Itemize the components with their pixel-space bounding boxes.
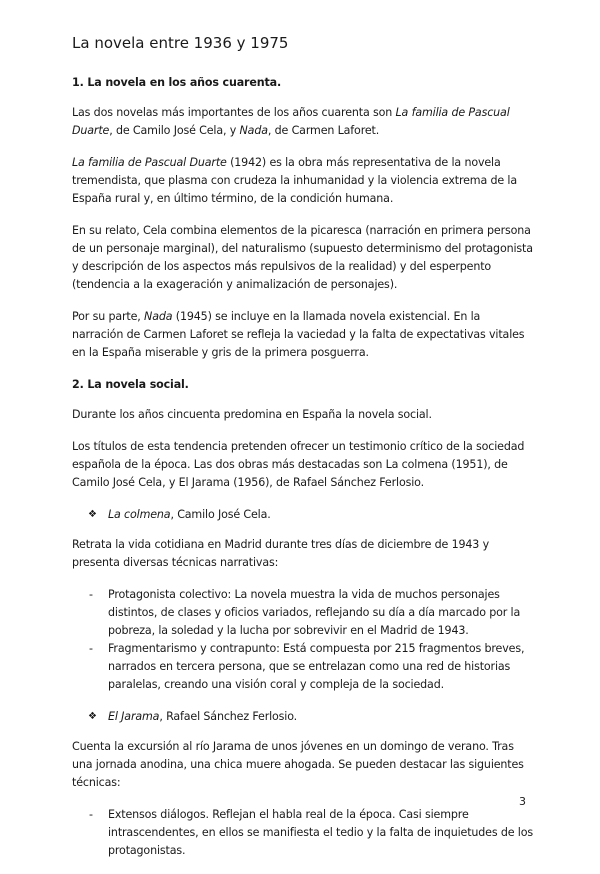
document-body [72, 74, 534, 874]
paragraph: Retrata la vida cotidiana en Madrid durante tres días de diciembre de 1943 y presenta diversas técnicas narrativas: [72, 538, 489, 569]
dash-bullet: - [89, 588, 93, 601]
dash-bullet: - [89, 642, 93, 655]
paragraph: Durante los años cincuenta predomina en España la novela social. [72, 408, 432, 421]
bullet-item [72, 708, 534, 726]
paragraph [72, 154, 534, 208]
diamond-bullet-icon: ❖ [88, 711, 97, 722]
paragraph [72, 104, 534, 140]
paragraph [72, 308, 534, 362]
diamond-bullet-icon: ❖ [88, 509, 97, 520]
technique-list [72, 586, 534, 694]
text: Por su parte, [72, 310, 145, 323]
text: (1945) se incluye en la llamada novela existencial. En la narración de Carmen Laforet se refleja la vaciedad y la falta de expectativas vitales en la España miserable y gris de la primera posguerra. [72, 310, 525, 359]
text: Las dos novelas más importantes de los años cuarenta son [72, 106, 396, 119]
list-item-text: Fragmentarismo y contrapunto: Está compuesta por 215 fragmentos breves, narrados en tercera persona, que se entrelazan como una red de historias paralelas, creando una visión coral y compleja de la sociedad. [108, 642, 525, 691]
dash-bullet: - [89, 808, 93, 821]
technique-list [72, 806, 534, 860]
list-item-text: Extensos diálogos. Reflejan el habla real de la época. Casi siempre intrascendentes, en ellos se manifiesta el tedio y la falta de inquietudes de los protagonistas. [108, 808, 533, 857]
paragraph: Cuenta la excursión al río Jarama de unos jóvenes en un domingo de verano. Tras una jornada anodina, una chica muere ahogada. Se pueden destacar las siguientes técnicas: [72, 740, 524, 789]
list-item [72, 806, 534, 860]
book-title: Nada [239, 124, 268, 137]
list-item [72, 586, 534, 640]
section-heading-2: 2. La novela social. [72, 378, 189, 391]
text: , Camilo José Cela. [170, 508, 271, 521]
list-item-text: Protagonista colectivo: La novela muestra la vida de muchos personajes distintos, de clases y oficios variados, reflejando su día a día marcado por la pobreza, la soledad y la lucha por sobrevivir en el Madrid de 1943. [108, 588, 521, 637]
book-title: Nada [144, 310, 173, 323]
book-title: El Jarama [108, 710, 160, 723]
text: , de Camilo José Cela, y [109, 124, 240, 137]
book-title: La familia de Pascual Duarte [72, 156, 227, 169]
book-title: La familia de Pascual Duarte [72, 106, 510, 137]
text: , Rafael Sánchez Ferlosio. [159, 710, 298, 723]
page-number: 3 [519, 795, 526, 808]
bullet-item [72, 506, 534, 524]
book-title: La colmena [108, 508, 171, 521]
list-item [72, 640, 534, 694]
section-heading-1: 1. La novela en los años cuarenta. [72, 76, 282, 89]
text: , de Carmen Laforet. [267, 124, 380, 137]
paragraph: En su relato, Cela combina elementos de la picaresca (narración en primera persona de un personaje marginal), del naturalismo (supuesto determinismo del protagonista y descripción de los aspectos más repulsivos de la realidad) y del esperpento (tendencia a la exageración y animalización de personajes). [72, 224, 533, 291]
paragraph: Los títulos de esta tendencia pretenden ofrecer un testimonio crítico de la sociedad española de la época. Las dos obras más destacadas son La colmena (1951), de Camilo José Cela, y El Jarama (1956), de Rafael Sánchez Ferlosio. [72, 440, 525, 489]
page-title: La novela entre 1936 y 1975 [72, 34, 289, 52]
text: (1942) es la obra más representativa de la novela tremendista, que plasma con crudeza la inhumanidad y la violencia extrema de la España rural y, en último término, de la condición humana. [72, 156, 517, 205]
